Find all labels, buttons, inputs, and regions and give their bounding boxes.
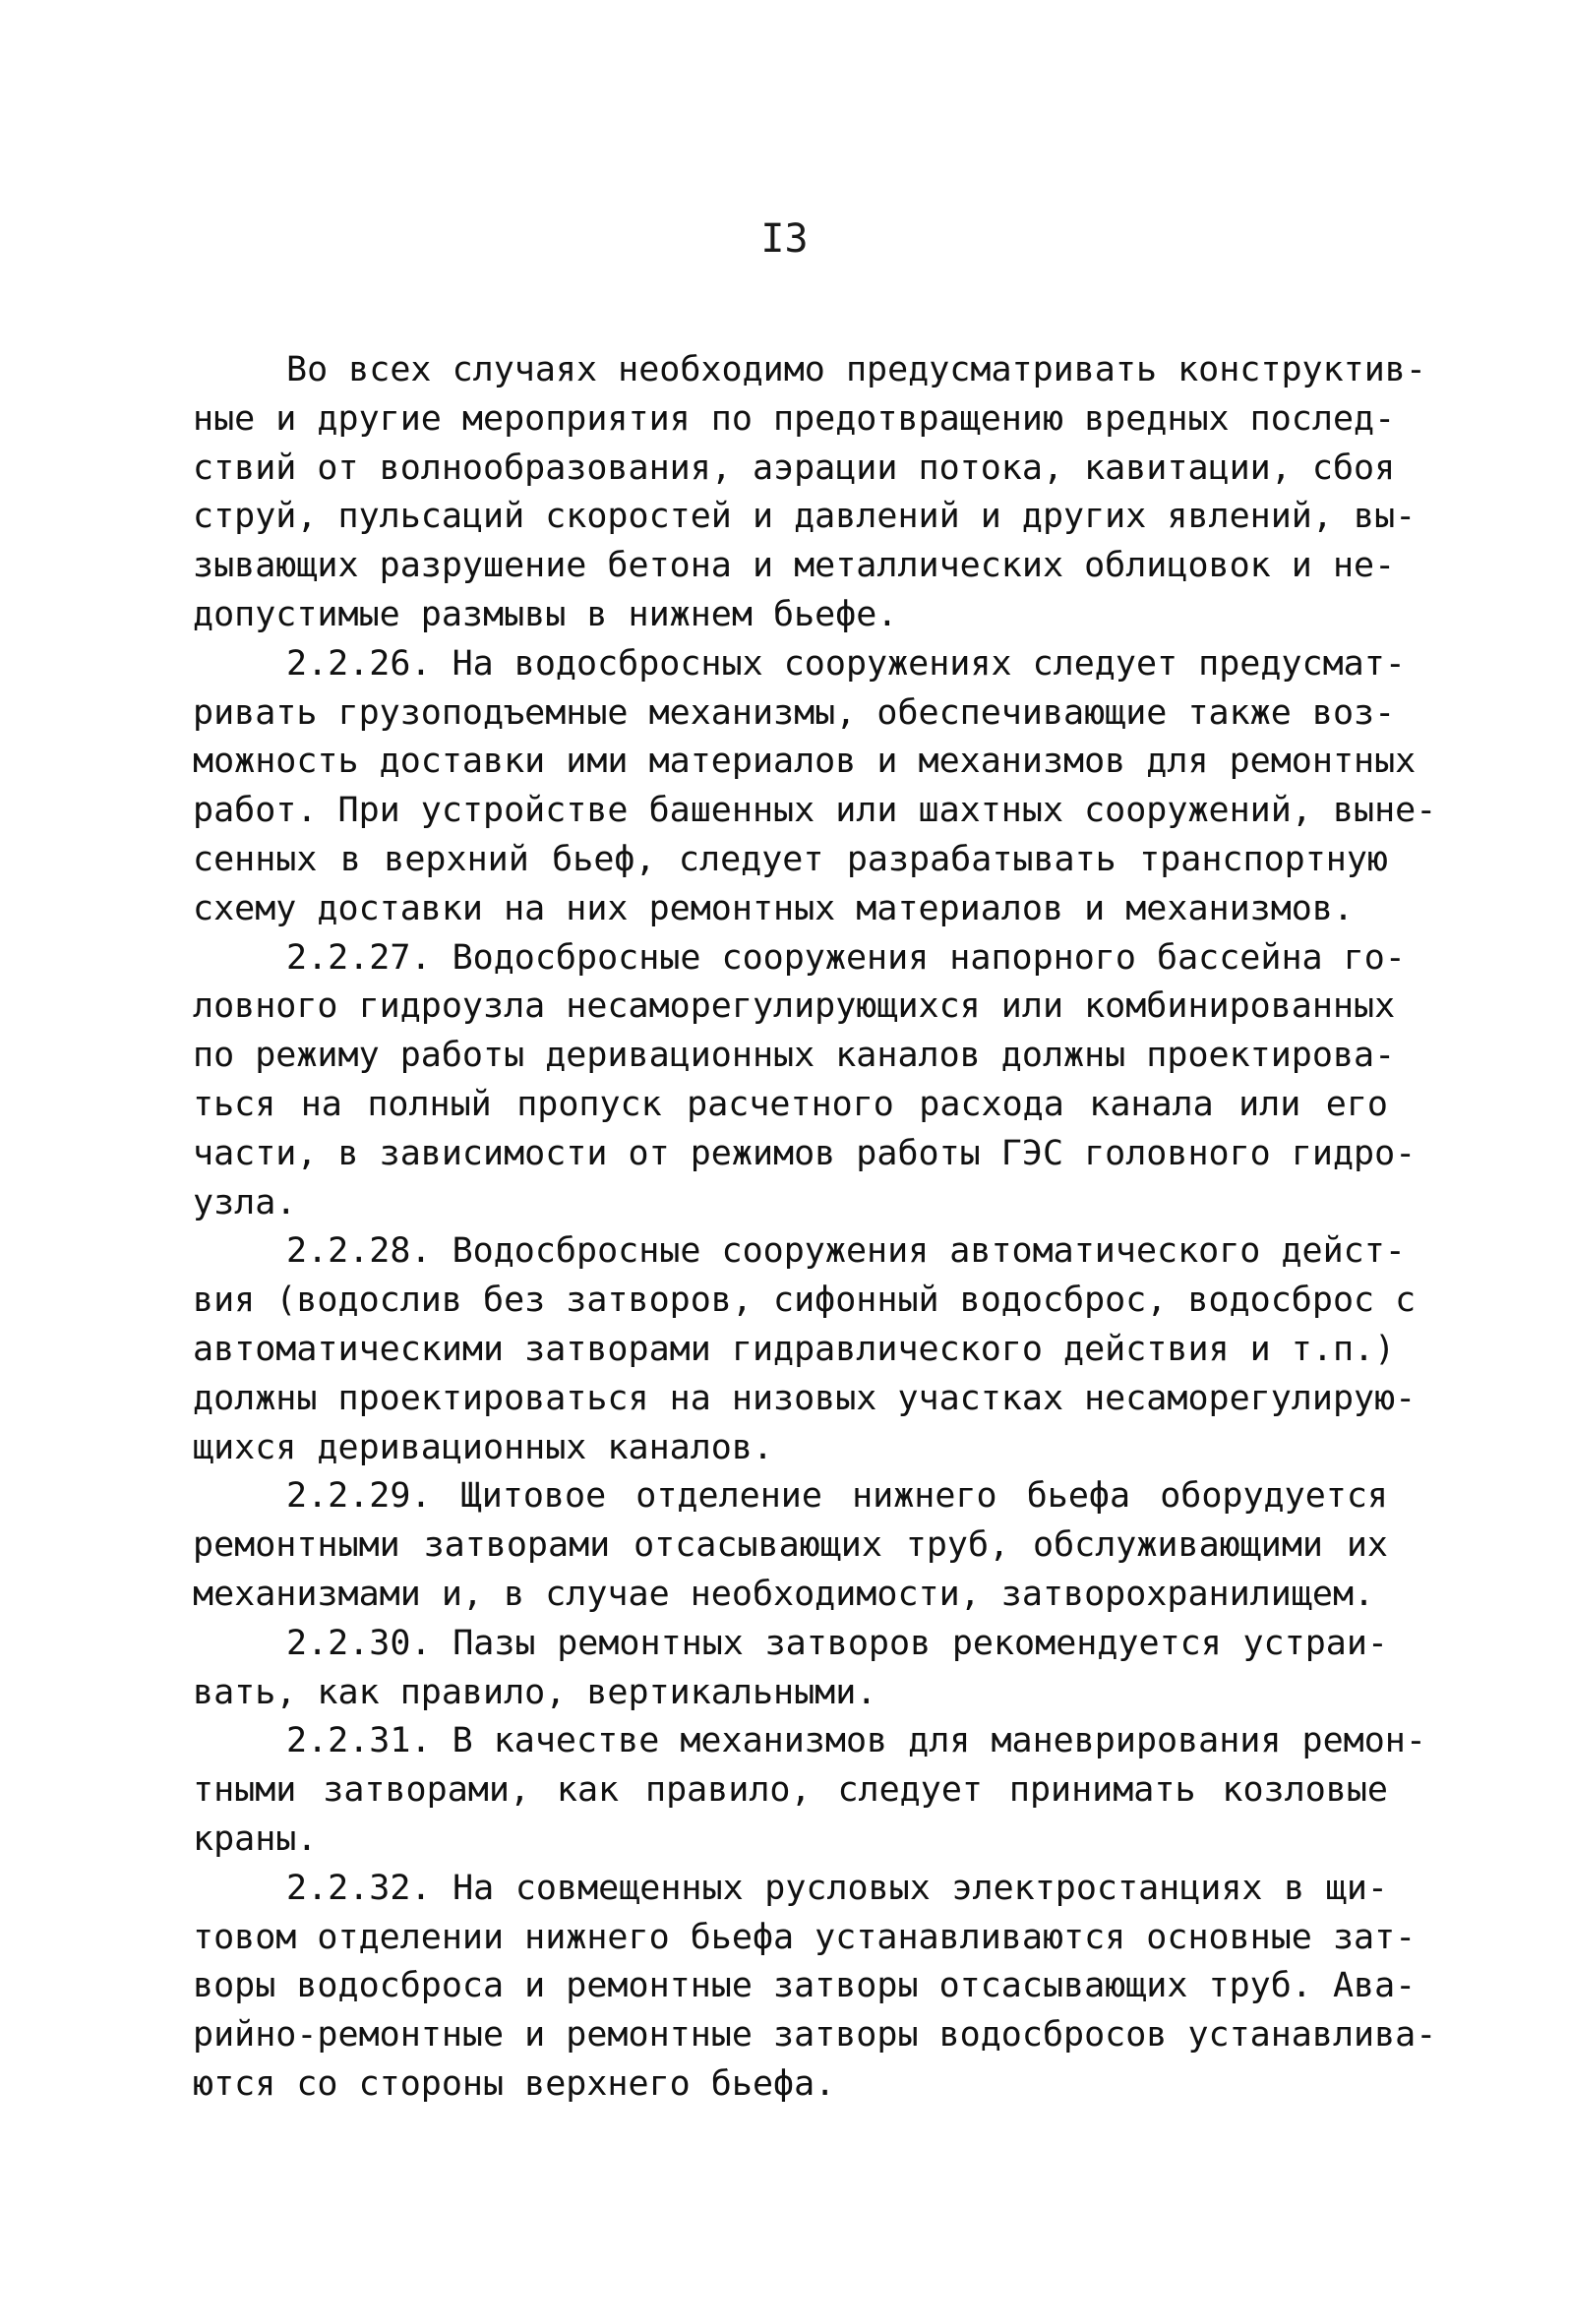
- text-line: узла.: [193, 1182, 297, 1222]
- text-line: товом отделении нижнего бьефа устанавливаются основные зат-: [193, 1917, 1417, 1957]
- text-line: можность доставки ими материалов и механизмов для ремонтных: [193, 742, 1417, 782]
- paragraph: [193, 1227, 1417, 1472]
- paragraph: [193, 640, 1437, 934]
- paragraph: [193, 1717, 1426, 1864]
- text-line: 2.2.30. Пазы ремонтных затворов рекомендуется устраи-: [286, 1623, 1388, 1663]
- text-line: допустимые размывы в нижнем бьефе.: [193, 594, 898, 634]
- text-line: работ. При устройстве башенных или шахтных сооружений, выне-: [193, 791, 1437, 831]
- text-line: 2.2.26. На водосбросных сооружениях следует предусмат-: [286, 643, 1406, 684]
- text-line: ствий от волнообразования, аэрации потока, кавитации, сбоя: [193, 447, 1396, 488]
- paragraph: [193, 346, 1426, 640]
- text-line: ются со стороны верхнего бьефа.: [193, 2063, 836, 2104]
- text-line: ривать грузоподъемные механизмы, обеспечивающие также воз-: [193, 692, 1396, 733]
- body-text: [193, 346, 1437, 2110]
- text-line: должны проектироваться на низовых участках несаморегулирую-: [193, 1378, 1417, 1418]
- paragraph: [193, 934, 1417, 1228]
- text-line: 2.2.29. Щитовое отделение нижнего бьефа оборудуется: [286, 1476, 1388, 1517]
- text-line: ремонтными затворами отсасывающих труб, обслуживающими их: [193, 1525, 1388, 1566]
- text-line: ловного гидроузла несаморегулирующихся или комбинированных: [193, 986, 1396, 1027]
- text-line: зывающих разрушение бетона и металлических облицовок и не-: [193, 546, 1396, 586]
- text-line: тными затворами, как правило, следует принимать козловые: [193, 1770, 1388, 1811]
- text-line: ные и другие мероприятия по предотвращению вредных послед-: [193, 398, 1396, 439]
- text-line: воры водосброса и ремонтные затворы отсасывающих труб. Ава-: [193, 1966, 1417, 2006]
- paragraph: [193, 1472, 1388, 1619]
- text-line: 2.2.28. Водосбросные сооружения автоматического дейст-: [286, 1231, 1406, 1272]
- paragraph: [193, 1865, 1437, 2110]
- text-line: рийно-ремонтные и ремонтные затворы водосбросов устанавлива-: [193, 2015, 1437, 2056]
- text-line: вать, как правило, вертикальными.: [193, 1672, 877, 1712]
- text-line: вия (водослив без затворов, сифонный водосброс, водосброс с: [193, 1281, 1417, 1321]
- text-line: струй, пульсаций скоростей и давлений и других явлений, вы-: [193, 497, 1417, 537]
- text-line: ться на полный пропуск расчетного расхода канала или его: [193, 1084, 1388, 1124]
- text-line: механизмами и, в случае необходимости, затворохранилищем.: [193, 1574, 1375, 1614]
- text-line: схему доставки на них ремонтных материалов и механизмов.: [193, 888, 1355, 928]
- text-line: щихся деривационных каналов.: [193, 1427, 774, 1467]
- text-line: краны.: [193, 1818, 318, 1859]
- page-number: I3: [760, 216, 809, 262]
- text-line: 2.2.31. В качестве механизмов для маневрирования ремон-: [286, 1721, 1426, 1761]
- text-line: автоматическими затворами гидравлического действия и т.п.): [193, 1329, 1396, 1369]
- text-line: по режиму работы деривационных каналов должны проектирова-: [193, 1036, 1396, 1076]
- text-line: сенных в верхний бьеф, следует разрабатывать транспортную: [193, 839, 1388, 879]
- text-line: части, в зависимости от режимов работы ГЭС головного гидро-: [193, 1133, 1417, 1173]
- text-line: 2.2.27. Водосбросные сооружения напорного бассейна го-: [286, 937, 1406, 978]
- text-line: Во всех случаях необходимо предусматривать конструктив-: [286, 350, 1426, 389]
- paragraph: [193, 1620, 1388, 1718]
- text-line: 2.2.32. На совмещенных русловых электростанциях в щи-: [286, 1868, 1388, 1908]
